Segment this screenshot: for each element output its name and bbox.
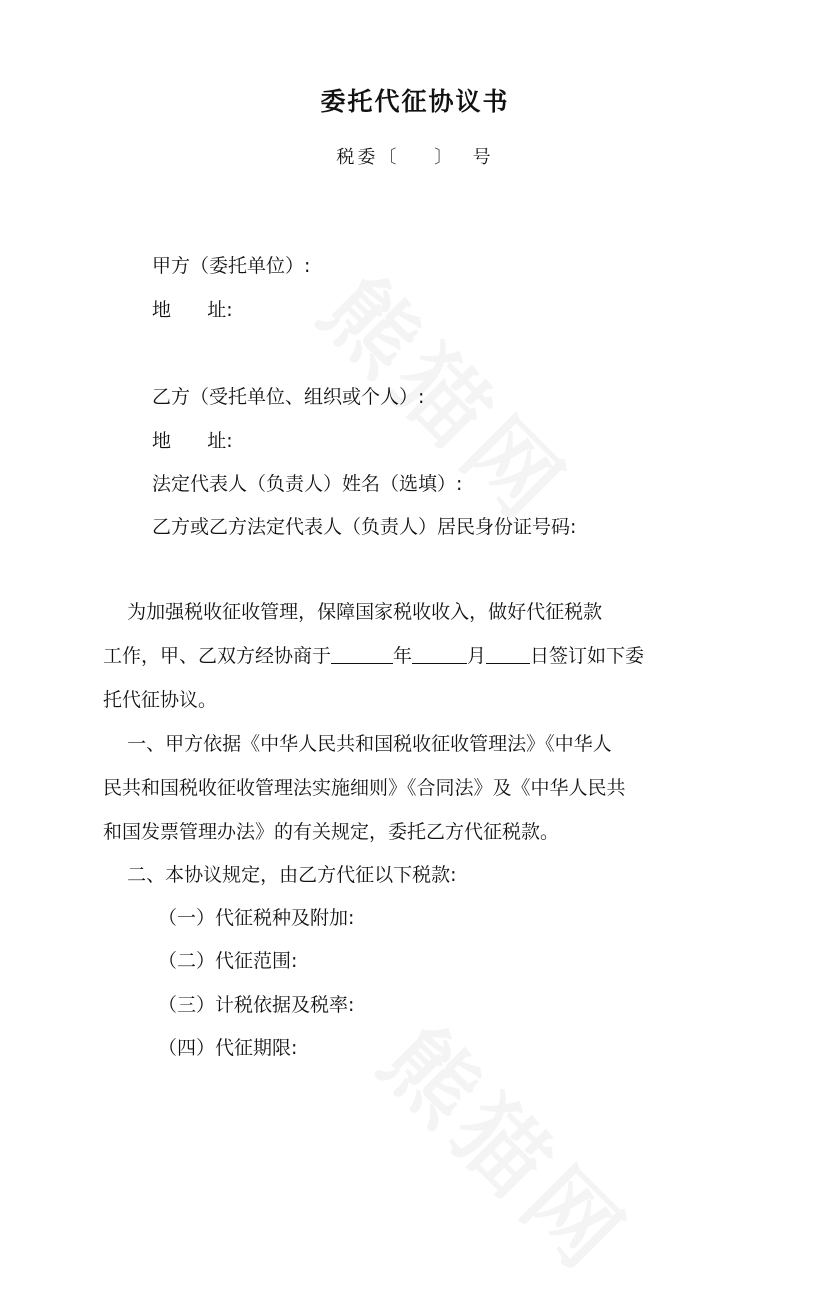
preamble-text: 工作，甲、乙双方经协商于 (103, 645, 332, 667)
preamble-line (103, 634, 733, 678)
party-b-name-label: 乙方（受托单位、组织或个人）: (152, 386, 425, 408)
watermark (358, 993, 662, 1297)
clause-2-item: （一）代征税种及附加: (158, 907, 355, 929)
month-blank (412, 643, 467, 664)
clause-2-item: （三）计税依据及税率: (158, 994, 355, 1016)
document-number: 税委〔 〕 号 (336, 147, 494, 168)
clause-2-heading (103, 853, 733, 897)
preamble-line: 托代征协议。 (103, 689, 218, 711)
month-label: 月 (467, 645, 487, 667)
preamble-paragraph (103, 590, 733, 722)
year-blank (331, 643, 393, 664)
preamble-line: 为加强税收征收管理，保障国家税收收入，做好代征税款 (103, 601, 603, 623)
document-title: 委托代征协议书 (320, 87, 510, 116)
clause-1-line: 一、甲方依据《中华人民共和国税收征收管理法》《中华人 (103, 733, 612, 755)
clause-2-item: （四）代征期限: (158, 1037, 298, 1059)
clause-2-item: （二）代征范围: (158, 950, 298, 972)
party-b-legal-rep-label: 法定代表人（负责人）姓名（选填）: (152, 473, 463, 495)
clause-1-line: 和国发票管理办法》的有关规定，委托乙方代征税款。 (103, 821, 560, 843)
day-blank (486, 643, 530, 664)
clause-1-paragraph (103, 722, 733, 854)
party-b-id-label: 乙方或乙方法定代表人（负责人）居民身份证号码: (152, 516, 577, 538)
preamble-text: 日签订如下委 (530, 645, 645, 667)
clause-2-heading-text: 二、本协议规定，由乙方代征以下税款: (103, 864, 457, 886)
party-a-name-label: 甲方（委托单位）: (152, 255, 311, 277)
year-label: 年 (393, 645, 413, 667)
party-a-address-label: 地 址: (152, 299, 233, 321)
clause-1-line: 民共和国税收征收管理法实施细则》《合同法》及《中华人民共 (103, 777, 626, 799)
party-b-address-label: 地 址: (152, 430, 233, 452)
